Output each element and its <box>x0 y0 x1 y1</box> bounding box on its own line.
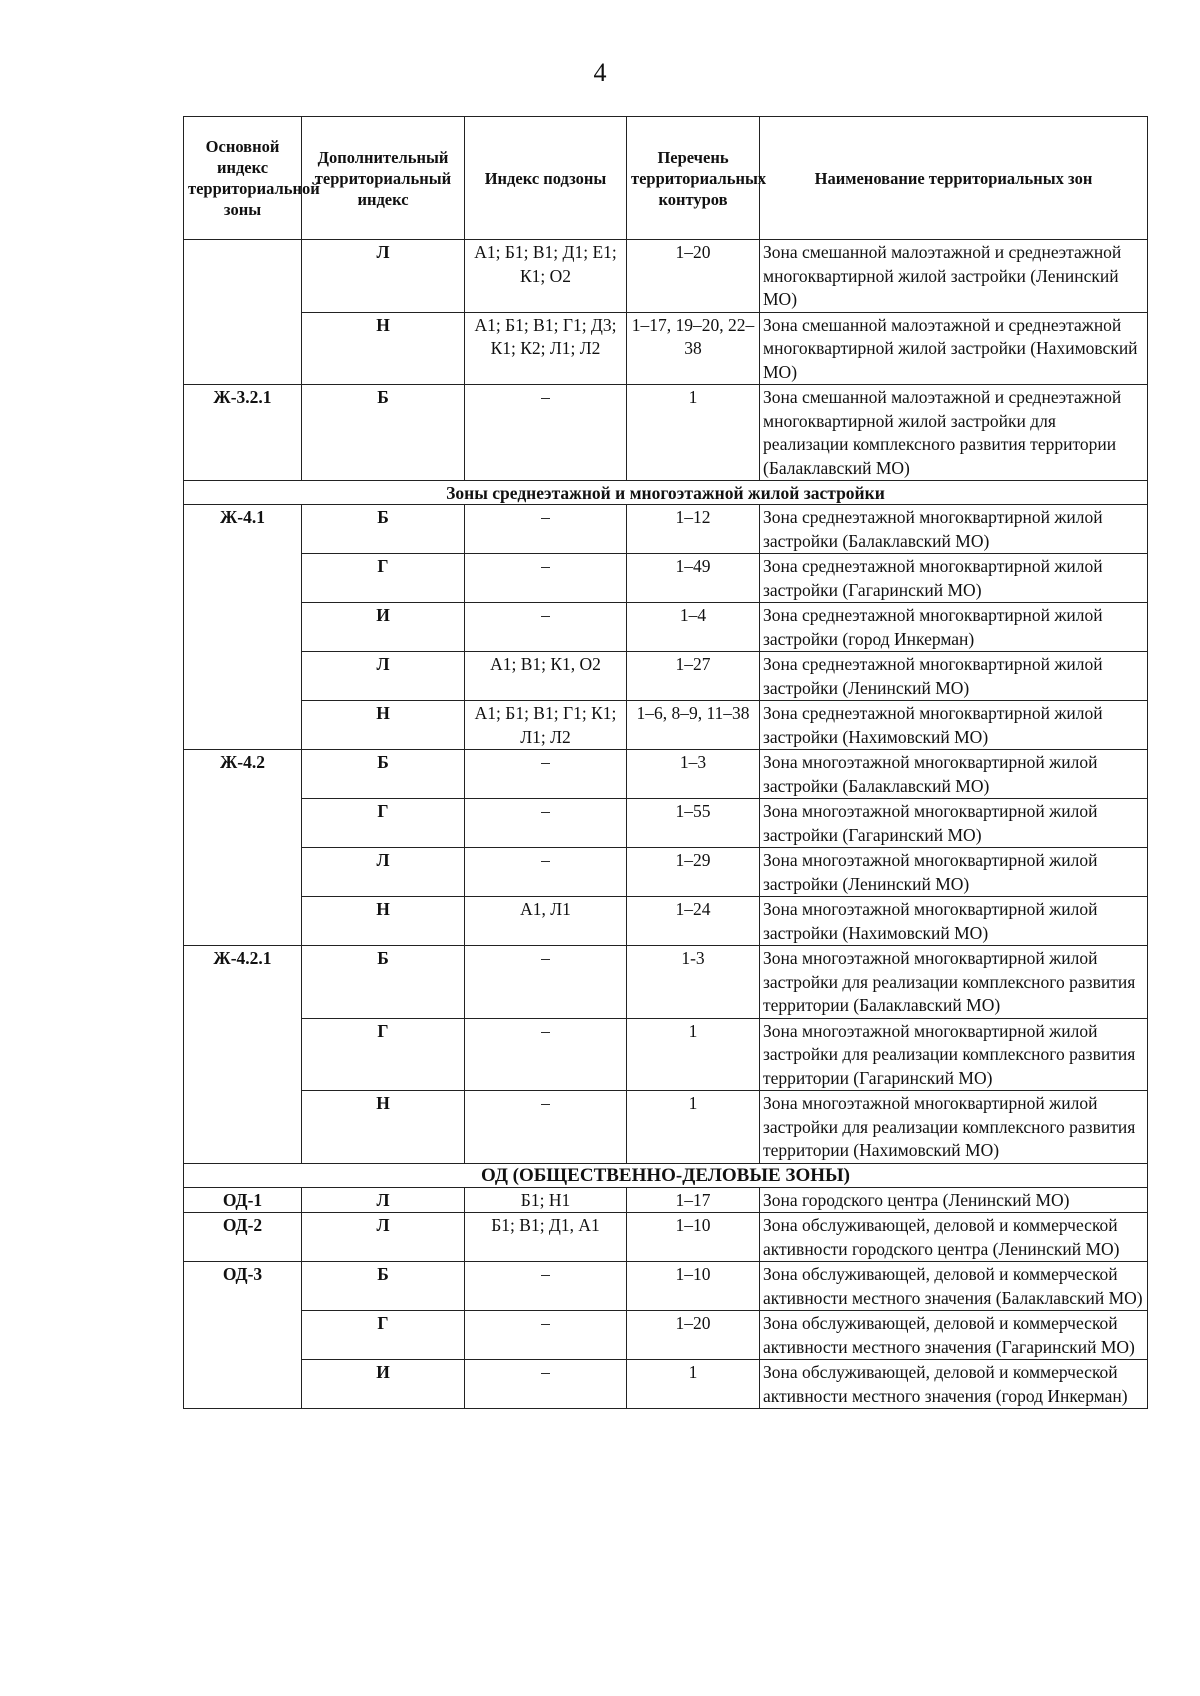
contours-cell: 1–29 <box>627 848 760 897</box>
main-index-cell: ОД-2 <box>184 1213 302 1262</box>
contours-cell: 1–17 <box>627 1187 760 1213</box>
main-index-cell: Ж-4.2 <box>184 750 302 946</box>
contours-cell: 1–24 <box>627 897 760 946</box>
zone-name-cell: Зона обслуживающей, деловой и коммерческой активности местного значения (Балаклавский МО) <box>760 1262 1148 1311</box>
subzone-index-cell: – <box>465 799 627 848</box>
table-row <box>184 603 1148 652</box>
page-number: 4 <box>593 58 607 87</box>
zone-name-cell: Зона обслуживающей, деловой и коммерческой активности местного значения (Гагаринский МО) <box>760 1311 1148 1360</box>
additional-index-cell: Л <box>302 1187 465 1213</box>
contours-cell: 1–49 <box>627 554 760 603</box>
table-row <box>184 1091 1148 1164</box>
subzone-index-cell: Б1; В1; Д1, А1 <box>465 1213 627 1262</box>
main-index-cell: Ж-4.2.1 <box>184 946 302 1164</box>
zone-name-cell: Зона многоэтажной многоквартирной жилой застройки (Ленинский МО) <box>760 848 1148 897</box>
table-row <box>184 946 1148 1019</box>
additional-index-cell: И <box>302 603 465 652</box>
table-row <box>184 848 1148 897</box>
zone-name-cell: Зона многоэтажной многоквартирной жилой застройки для реализации комплексного развития территории (Гагаринский МО) <box>760 1018 1148 1091</box>
additional-index-cell: Б <box>302 505 465 554</box>
section-heading: Зоны среднеэтажной и многоэтажной жилой застройки <box>184 481 1148 505</box>
zone-name-cell: Зона городского центра (Ленинский МО) <box>760 1187 1148 1213</box>
contours-cell: 1-3 <box>627 946 760 1019</box>
subzone-index-cell: Б1; Н1 <box>465 1187 627 1213</box>
zone-name-cell: Зона смешанной малоэтажной и среднеэтажной многоквартирной жилой застройки для реализации комплексного развития территории (Балаклавский МО) <box>760 385 1148 481</box>
subzone-index-cell: – <box>465 1262 627 1311</box>
additional-index-cell: Н <box>302 312 465 385</box>
main-index-cell: Ж-3.2.1 <box>184 385 302 481</box>
additional-index-cell: Б <box>302 1262 465 1311</box>
table-row <box>184 799 1148 848</box>
header-subzone-index: Индекс подзоны <box>465 117 627 240</box>
table-row <box>184 240 1148 313</box>
contours-cell: 1–10 <box>627 1213 760 1262</box>
contours-cell: 1–10 <box>627 1262 760 1311</box>
section-heading: ОД (ОБЩЕСТВЕННО-ДЕЛОВЫЕ ЗОНЫ) <box>184 1163 1148 1187</box>
additional-index-cell: Н <box>302 701 465 750</box>
table-row <box>184 1187 1148 1213</box>
zone-name-cell: Зона обслуживающей, деловой и коммерческой активности городского центра (Ленинский МО) <box>760 1213 1148 1262</box>
table-row <box>184 701 1148 750</box>
contours-cell: 1–6, 8–9, 11–38 <box>627 701 760 750</box>
subzone-index-cell: – <box>465 1091 627 1164</box>
zone-name-cell: Зона многоэтажной многоквартирной жилой застройки для реализации комплексного развития территории (Нахимовский МО) <box>760 1091 1148 1164</box>
subzone-index-cell: А1; Б1; В1; Г1; Д3; К1; К2; Л1; Л2 <box>465 312 627 385</box>
subzone-index-cell: – <box>465 848 627 897</box>
additional-index-cell: Н <box>302 1091 465 1164</box>
main-index-cell: ОД-3 <box>184 1262 302 1409</box>
zone-name-cell: Зона среднеэтажной многоквартирной жилой застройки (город Инкерман) <box>760 603 1148 652</box>
zone-name-cell: Зона среднеэтажной многоквартирной жилой застройки (Ленинский МО) <box>760 652 1148 701</box>
subzone-index-cell: – <box>465 946 627 1019</box>
table-row <box>184 1311 1148 1360</box>
table-row <box>184 385 1148 481</box>
zone-name-cell: Зона многоэтажной многоквартирной жилой застройки (Гагаринский МО) <box>760 799 1148 848</box>
table-row <box>184 554 1148 603</box>
contours-cell: 1 <box>627 1360 760 1409</box>
territorial-zones-table <box>183 116 1148 1409</box>
contours-cell: 1 <box>627 1018 760 1091</box>
zone-name-cell: Зона среднеэтажной многоквартирной жилой застройки (Нахимовский МО) <box>760 701 1148 750</box>
subzone-index-cell: – <box>465 1311 627 1360</box>
table-row <box>184 1360 1148 1409</box>
additional-index-cell: Г <box>302 799 465 848</box>
additional-index-cell: Л <box>302 240 465 313</box>
zone-name-cell: Зона многоэтажной многоквартирной жилой застройки (Нахимовский МО) <box>760 897 1148 946</box>
section-row <box>184 1163 1148 1187</box>
table-row <box>184 750 1148 799</box>
contours-cell: 1–4 <box>627 603 760 652</box>
additional-index-cell: Б <box>302 946 465 1019</box>
subzone-index-cell: – <box>465 554 627 603</box>
additional-index-cell: Б <box>302 750 465 799</box>
subzone-index-cell: – <box>465 750 627 799</box>
zone-name-cell: Зона смешанной малоэтажной и среднеэтажной многоквартирной жилой застройки (Ленинский МО) <box>760 240 1148 313</box>
additional-index-cell: Г <box>302 554 465 603</box>
zone-name-cell: Зона многоэтажной многоквартирной жилой застройки (Балаклавский МО) <box>760 750 1148 799</box>
contours-cell: 1–20 <box>627 240 760 313</box>
additional-index-cell: Л <box>302 848 465 897</box>
contours-cell: 1 <box>627 1091 760 1164</box>
main-index-cell: ОД-1 <box>184 1187 302 1213</box>
table-row <box>184 312 1148 385</box>
contours-cell: 1–12 <box>627 505 760 554</box>
additional-index-cell: И <box>302 1360 465 1409</box>
additional-index-cell: Г <box>302 1018 465 1091</box>
header-zone-name: Наименование территориальных зон <box>760 117 1148 240</box>
contours-cell: 1–27 <box>627 652 760 701</box>
header-additional-index: Дополнительный территориальный индекс <box>302 117 465 240</box>
zone-name-cell: Зона обслуживающей, деловой и коммерческой активности местного значения (город Инкерман) <box>760 1360 1148 1409</box>
section-row <box>184 481 1148 505</box>
subzone-index-cell: – <box>465 505 627 554</box>
contours-cell: 1 <box>627 385 760 481</box>
subzone-index-cell: А1; Б1; В1; Г1; К1; Л1; Л2 <box>465 701 627 750</box>
contours-cell: 1–20 <box>627 1311 760 1360</box>
zone-name-cell: Зона смешанной малоэтажной и среднеэтажной многоквартирной жилой застройки (Нахимовский МО) <box>760 312 1148 385</box>
zone-name-cell: Зона многоэтажной многоквартирной жилой застройки для реализации комплексного развития территории (Балаклавский МО) <box>760 946 1148 1019</box>
header-contours: Перечень территориальных контуров <box>627 117 760 240</box>
table-row <box>184 1262 1148 1311</box>
subzone-index-cell: – <box>465 603 627 652</box>
additional-index-cell: Л <box>302 652 465 701</box>
subzone-index-cell: – <box>465 1360 627 1409</box>
subzone-index-cell: – <box>465 385 627 481</box>
contours-cell: 1–17, 19–20, 22–38 <box>627 312 760 385</box>
main-index-cell: Ж-4.1 <box>184 505 302 750</box>
table-row <box>184 897 1148 946</box>
subzone-index-cell: А1; Б1; В1; Д1; Е1; К1; О2 <box>465 240 627 313</box>
zone-name-cell: Зона среднеэтажной многоквартирной жилой застройки (Балаклавский МО) <box>760 505 1148 554</box>
subzone-index-cell: – <box>465 1018 627 1091</box>
table-row <box>184 505 1148 554</box>
contours-cell: 1–3 <box>627 750 760 799</box>
table-row <box>184 1018 1148 1091</box>
zone-name-cell: Зона среднеэтажной многоквартирной жилой застройки (Гагаринский МО) <box>760 554 1148 603</box>
additional-index-cell: Б <box>302 385 465 481</box>
additional-index-cell: Л <box>302 1213 465 1262</box>
table-row <box>184 1213 1148 1262</box>
contours-cell: 1–55 <box>627 799 760 848</box>
table-header-row <box>184 117 1148 240</box>
header-main-index: Основной индекс территориальной зоны <box>184 117 302 240</box>
additional-index-cell: Н <box>302 897 465 946</box>
subzone-index-cell: А1; В1; К1, О2 <box>465 652 627 701</box>
subzone-index-cell: А1, Л1 <box>465 897 627 946</box>
main-index-cell <box>184 240 302 385</box>
additional-index-cell: Г <box>302 1311 465 1360</box>
table-row <box>184 652 1148 701</box>
